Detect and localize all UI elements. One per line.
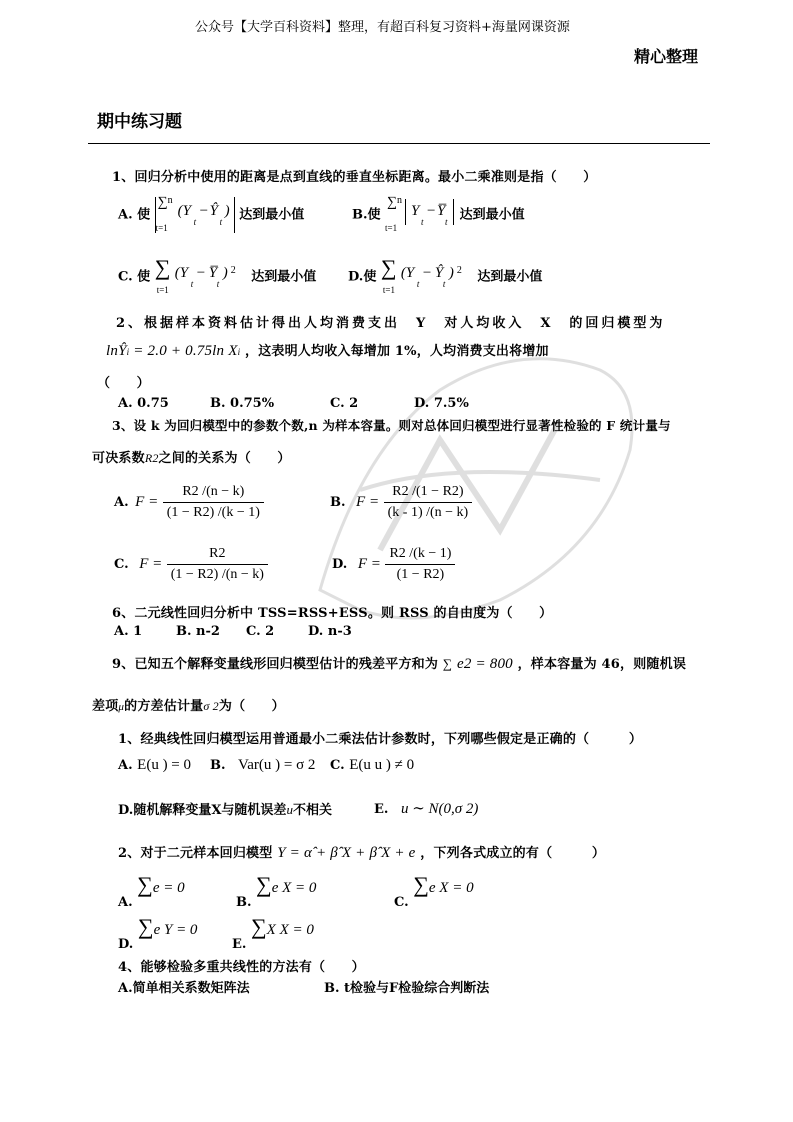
q9-stem: 9、已知五个解释变量线形回归模型估计的残差平方和为 ∑ e2 = 800 ，样本容量为 46，则随机误 [112,656,687,672]
q3-option-b: B. F = $\frac{R2 /(1 - R2)}{(k - 1) /(n - k)}$ [330,484,472,521]
q2-paren: （ ） [97,376,150,391]
m2-stem: 2、对于二元样本回归模型 Y = α̂ + β̂ X + β̂ X + e ，下列各式成立的有（ ） [118,845,606,861]
m2-option-e: E. ∑X X = 0 [232,914,314,952]
m1-option-b: B. Var(u ) = σ 2 [210,757,316,773]
q6-option-b: B. n-2 [176,624,220,639]
m2-option-b: B. ∑e X = 0 [236,872,317,910]
q3-option-d: D. F = $\frac{R2 /(k - 1)}{(1 - R2)}$ [332,546,455,583]
m2-option-d: D. ∑e Y = 0 [118,914,198,952]
m1-option-a: A. E(u ) = 0 [118,757,192,773]
q1-option-a: A. 使 ∑ n t=1 (Y t − Ŷ t ) 达到最小值 [118,195,305,233]
q6-stem: 6、二元线性回归分析中 TSS=RSS+ESS。则 RSS 的自由度为（ ） [112,606,553,621]
m4-stem: 4、能够检验多重共线性的方法有（ ） [118,960,365,975]
q3-stem-line2: 可决系数R2之间的关系为（ ） [92,451,291,466]
m2-option-a: A. ∑e = 0 [118,872,185,910]
m1-option-d: D.随机解释变量X与随机误差u不相关 [118,802,332,818]
q2-stem: 2、根据样本资料估计得出人均消费支出 Y 对人均收入 X 的回归模型为 [116,316,666,331]
q3-option-c: C. F = $\frac{R2}{(1 - R2) /(n - k)}$ [114,546,268,583]
q2-option-d: D. 7.5% [414,396,469,411]
m2-option-c: C. ∑e X = 0 [394,872,474,910]
page-title: 期中练习题 [97,112,182,132]
m4-option-b: B. t检验与F检验综合判断法 [324,981,490,996]
q2-option-b: B. 0.75% [210,396,275,411]
q1-option-d: D.使 ∑ t=1 (Y t − Ŷ t ) 2 达到最小值 [348,255,543,295]
q9-stem-line2: 差项μ的方差估计量σ 2为（ ） [92,699,285,714]
m1-stem: 1、经典线性回归模型运用普通最小二乘法估计参数时，下列哪些假定是正确的（ ） [118,732,643,747]
q2-stem-line2: lnŶi = 2.0 + 0.75ln Xi ，这表明人均收入每增加 1%，人均消费支出将增加 [106,343,549,359]
q1-option-b: B.使 ∑ n t=1 Y t − Y̅ t 达到最小值 [352,195,525,233]
title-divider [88,143,710,144]
q2-equation: lnŶi = 2.0 + 0.75ln Xi [106,343,241,359]
q2-option-c: C. 2 [330,396,359,411]
q3-option-a: A. F = $\frac{R2 /(n - k)}{(1 - R2) /(k - 1)}$ [114,484,264,521]
q1-stem: 1、回归分析中使用的距离是点到直线的垂直坐标距离。最小二乘准则是指（ ） [112,170,597,185]
q6-option-c: C. 2 [246,624,275,639]
watermark-seal [300,330,660,630]
q3-stem: 3、设 k 为回归模型中的参数个数,n 为样本容量。则对总体回归模型进行显著性检验的 F 统计量与 [112,418,671,433]
m1-option-e: E. u ∼ N(0,σ 2) [374,801,479,817]
q6-option-d: D. n-3 [308,624,352,639]
q2-option-a: A. 0.75 [118,396,169,411]
q1-option-c: C. 使 ∑ t=1 (Y t − Y̅ t ) 2 达到最小值 [118,255,317,295]
top-note: 公众号【大学百科资料】整理，有超百科复习资料+海量网课资源 [195,20,570,35]
m1-option-c: C. E(u u ) ≠ 0 [330,757,415,773]
m4-option-a: A.简单相关系数矩阵法 [118,981,250,996]
page-label: 精心整理 [634,47,699,66]
q6-option-a: A. 1 [114,624,143,639]
